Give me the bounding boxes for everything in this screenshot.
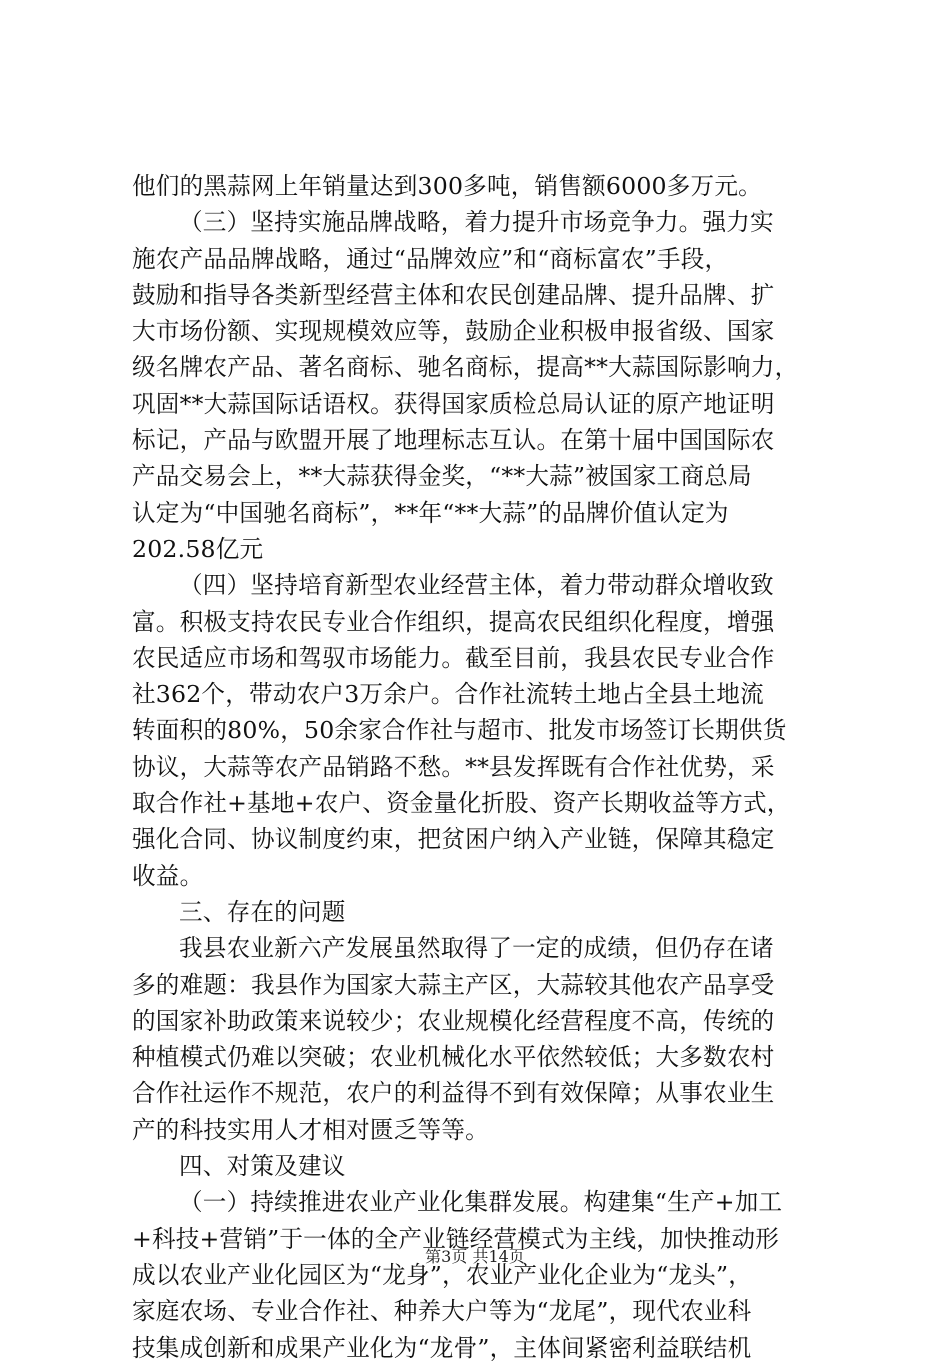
text-line: 强化合同、协议制度约束，把贫困户纳入产业链，保障其稳定 (132, 825, 775, 854)
text-line: 大市场份额、实现规模效应等，鼓励企业积极申报省级、国家 (132, 317, 775, 346)
body-text (132, 168, 832, 1366)
section-heading: 三、存在的问题 (179, 897, 346, 926)
text-line: 巩固**大蒜国际话语权。获得国家质检总局认证的原产地证明 (132, 389, 775, 418)
text-line: 级名牌农产品、著名商标、驰名商标，提高**大蒜国际影响力， (132, 353, 799, 382)
text-line: 合作社运作不规范，农户的利益得不到有效保障；从事农业生 (132, 1079, 775, 1108)
text-line: 标记，产品与欧盟开展了地理标志互认。在第十届中国国际农 (132, 426, 775, 455)
text-line: 协议，大蒜等农产品销路不愁。**县发挥既有合作社优势，采 (132, 752, 775, 781)
section-heading: 四、对策及建议 (179, 1152, 346, 1181)
text-line: 施农产品品牌战略，通过“品牌效应”和“商标富农”手段， (132, 244, 729, 273)
text-line: 他们的黑蒜网上年销量达到300多吨，销售额6000多万元。 (132, 172, 762, 200)
text-line: 产品交易会上，**大蒜获得金奖，“**大蒜”被国家工商总局 (132, 462, 752, 491)
text-line: （一）持续推进农业产业化集群发展。构建集“生产+加工 (179, 1188, 783, 1217)
text-line: 技集成创新和成果产业化为“龙骨”，主体间紧密利益联结机 (132, 1333, 752, 1362)
text-line: 取合作社+基地+农户、资金量化折股、资产长期收益等方式， (132, 789, 791, 818)
text-line: （四）坚持培育新型农业经营主体，着力带动群众增收致 (179, 571, 774, 600)
text-line: 成以农业产业化园区为“龙身”，农业产业化企业为“龙头”， (132, 1260, 753, 1289)
text-line: 202.58亿元 (132, 534, 264, 563)
text-line: 转面积的80%，50余家合作社与超市、批发市场签订长期供货 (132, 716, 787, 745)
text-line: 多的难题：我县作为国家大蒜主产区，大蒜较其他农产品享受 (132, 970, 775, 999)
text-line: +科技+营销”于一体的全产业链经营模式为主线，加快推动形 (132, 1224, 780, 1253)
text-line: 种植模式仍难以突破；农业机械化水平依然较低；大多数农村 (132, 1043, 775, 1072)
text-line: 社362个，带动农户3万余户。合作社流转土地占全县土地流 (132, 680, 764, 709)
text-line: 家庭农场、专业合作社、种养大户等为“龙尾”，现代农业科 (132, 1297, 752, 1326)
text-line: 农民适应市场和驾驭市场能力。截至目前，我县农民专业合作 (132, 643, 775, 672)
text-line: 的国家补助政策来说较少；农业规模化经营程度不高，传统的 (132, 1006, 775, 1035)
text-line: 产的科技实用人才相对匮乏等等。 (132, 1115, 489, 1144)
text-line: 鼓励和指导各类新型经营主体和农民创建品牌、提升品牌、扩 (132, 280, 775, 309)
page-footer: 第3页 共14页 (425, 1247, 525, 1266)
text-line: 收益。 (132, 861, 204, 890)
text-line: 富。积极支持农民专业合作组织，提高农民组织化程度，增强 (132, 607, 775, 636)
text-line: 我县农业新六产发展虽然取得了一定的成绩，但仍存在诸 (179, 934, 774, 963)
text-line: （三）坚持实施品牌战略，着力提升市场竞争力。强力实 (179, 208, 774, 237)
text-line: 认定为“中国驰名商标”，**年“**大蒜”的品牌价值认定为 (132, 498, 729, 527)
